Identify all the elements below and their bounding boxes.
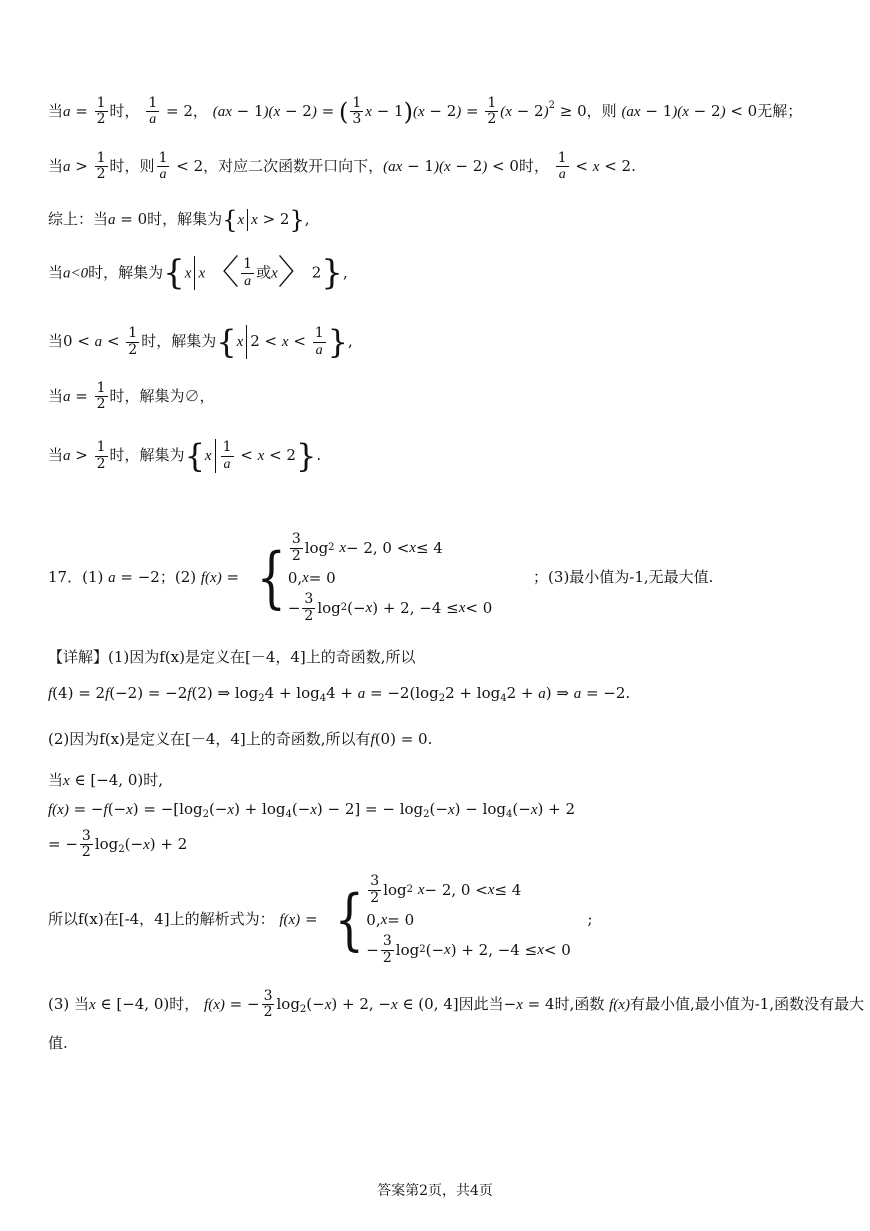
case-a-gt-half-final-line: 当a > $\frac{1}{2}$ 时，解集为{x $\frac{1}{a}$ < x < 2}. (48, 437, 322, 475)
piecewise-function: { $\frac{3}{2}$ log 2 x − 2, 0 < x ≤ 4 0, x = 0 − $\frac{3}{2}$ log 2 (− x ) + 2, −4 ≤ x < 0 (256, 531, 493, 624)
text: ；(3)最小值为-1,无最大值. (533, 568, 714, 586)
text: 有最小值,最小值为-1,函数没有最大 (629, 994, 865, 1013)
text: 当 (48, 263, 64, 282)
text: 当 (48, 386, 64, 405)
case-0-a-half-line: 当0 < a < $\frac{1}{2}$ 时，解集为{x 2 < x < $\frac{1}{a}$ }, (48, 323, 353, 361)
text: ；(2) (159, 568, 197, 586)
piecewise-function: { $\frac{3}{2}$ log 2 x − 2, 0 < x ≤ 4 0, x = 0 − $\frac{3}{2}$ log 2 (− x ) + 2, −4 ≤ x < 0 (334, 873, 571, 966)
text: 17．(1) (48, 568, 104, 586)
text: 时，解集为 (147, 210, 223, 228)
detail-end (48, 1034, 68, 1053)
detail-eq2: $f(x) = -f(-x) = -[\log_2(-x) + \log_4(-x) - 2]$ = − $\log_2(-x) - \log_4(-x) + 2$ (48, 800, 575, 820)
case-a-eq-half-line: 当a = $\frac{1}{2}$ 时，解集为∅， (48, 380, 215, 413)
text: 当 (48, 771, 64, 789)
text: 时， (518, 156, 549, 175)
summary-line: 综上：当a = 0时，解集为{x x > 2}, (48, 206, 310, 234)
text: 或 (256, 263, 272, 282)
page-footer: 答案第2页，共4页 (377, 1183, 493, 1199)
text: . (631, 156, 636, 175)
text: 时， (169, 994, 200, 1013)
text: 无解； (757, 101, 803, 120)
text: 时，解集为 (141, 332, 217, 350)
text: 时， (109, 101, 140, 120)
text: ，对应二次函数开口向下， (203, 156, 384, 175)
text: 当 (48, 156, 64, 175)
text: 时, (143, 771, 164, 789)
text: 时,函数 (554, 994, 605, 1013)
text: 综上：当 (48, 210, 109, 228)
text: 值. (48, 1034, 68, 1052)
text: (2)因为f(x)是定义在[－4，4]上的奇函数,所以有 (48, 730, 371, 748)
text: 当 (48, 446, 64, 464)
text: 时，解集为 (88, 263, 164, 282)
text: 时，则 (109, 156, 155, 175)
detail-when-x: 当x ∈ [−4, 0)时, (48, 771, 164, 789)
text: 【详解】(1)因为f(x)是定义在[－4，4]上的奇函数,所以 (48, 648, 416, 666)
detail-eq3: = − $\frac{3}{2}$ $\log_2(-x) + 2$ (48, 828, 188, 861)
text: 时，解集为 (109, 446, 185, 464)
text: ，则 (586, 101, 617, 120)
text: 所以f(x)在[-4，4]上的解析式为： (48, 910, 275, 928)
text: ， (192, 101, 208, 120)
detail-part3: (3) 当x ∈ [−4, 0)时， f(x) = − $\frac{3}{2}$ $\log_2(-x) + 2$, −x ∈ (0, 4]因此当−x = 4时,函数 f(x)有最小值,最小值为-1,函数没有最大 (48, 988, 865, 1021)
text: 当 (48, 101, 64, 120)
text: 因此当 (458, 994, 504, 1013)
q17-answer-line: 17．(1) a = −2；(2) f(x) = { $\frac{3}{2}$ log 2 x − 2, 0 < x ≤ 4 0, x = 0 − $\frac{3}{2}$ log 2 (− x ) + 2, −4 ≤ x < 0 ；(3)最小值为-1,无最大值. (48, 531, 714, 624)
case-a-negative-line: 当a<0时，解集为{x x〈 $\frac{1}{a}$ 或x〉2}, (48, 253, 348, 293)
text: 当 (48, 332, 64, 350)
detail-eq1: f(4) = 2f(−2) = −2f(2) ⇒ $\log_24 + \log_44 + a = -2(\log_22 + \log_42 + a)$ ⇒ a = −2. (48, 684, 631, 704)
text: 时，解集为∅， (109, 386, 215, 405)
case-a-gt-half-line: 当a > $\frac{1}{2}$ 时，则 $\frac{1}{a}$ < 2，对应二次函数开口向下，(ax − 1)(x − 2) < 0时， $\frac{1}{a}$ < x < 2. (48, 150, 636, 183)
detail-expression: 所以f(x)在[-4，4]上的解析式为： f(x) = { $\frac{3}{2}$ log 2 x − 2, 0 < x ≤ 4 0, x = 0 − $\frac{3}{2}$ log 2 (− x ) + 2, −4 ≤ x < 0 ; (48, 873, 593, 966)
text: (3) 当 (48, 994, 90, 1013)
case-a-half-line: 当a = $\frac{1}{2}$ 时， $\frac{1}{a}$ = 2， (ax − 1)(x − 2) = ( $\frac{1}{3}$ x − 1)(x − 2) = $\frac{1}{2}$ $(x - 2)^2 \ge 0$，则 (ax − 1)(x − 2) < 0无解； (48, 95, 803, 128)
detail-part2: (2)因为f(x)是定义在[－4，4]上的奇函数,所以有f(0) = 0. (48, 730, 433, 748)
detail-intro (48, 648, 416, 667)
